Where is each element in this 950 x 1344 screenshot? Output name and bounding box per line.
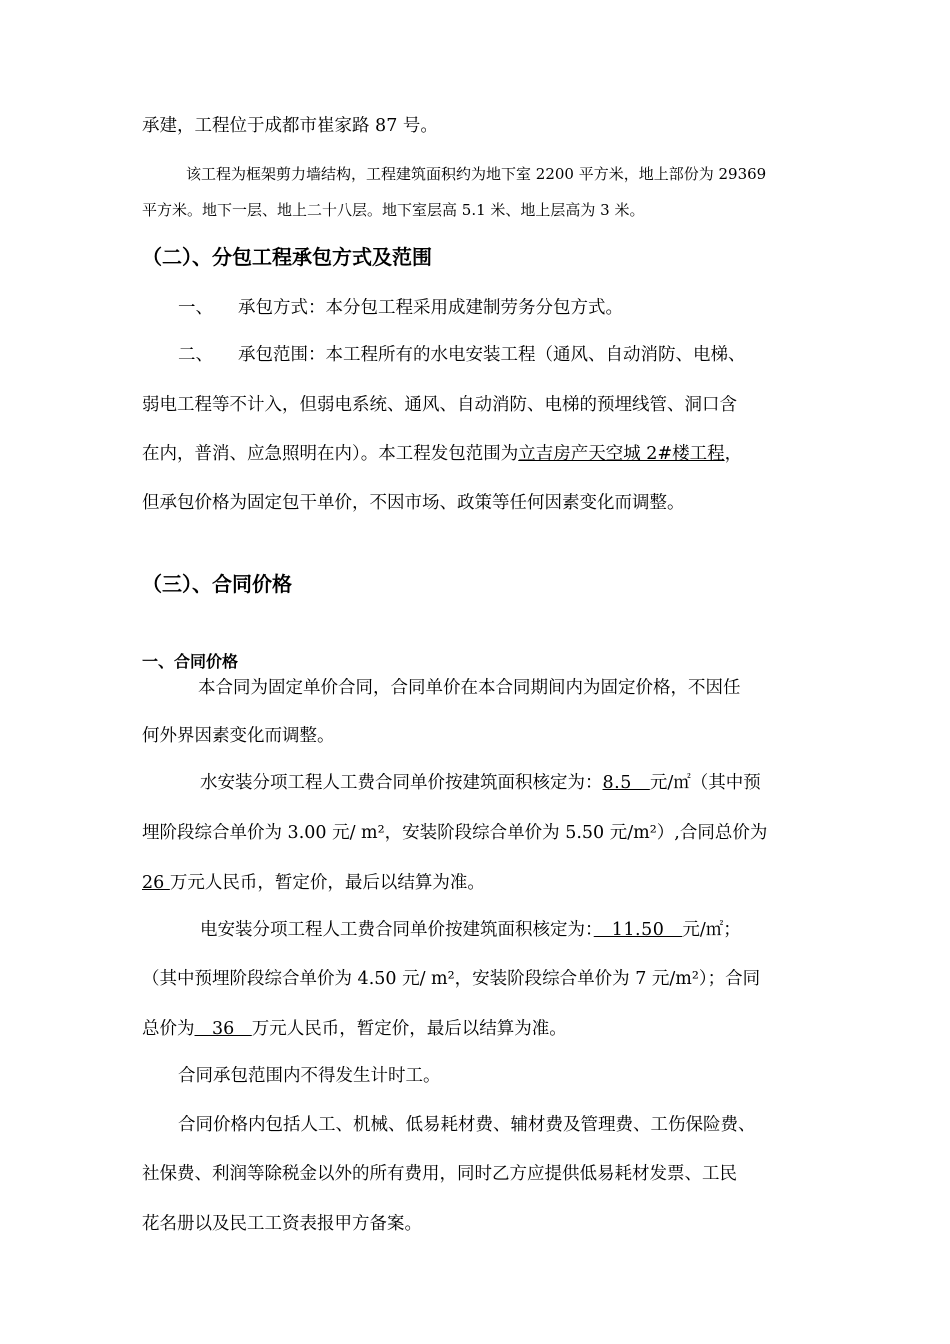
text-run: 电安装分项工程人工费合同单价按建筑面积核定为： xyxy=(200,920,594,940)
line-23: 社保费、利润等除税金以外的所有费用，同时乙方应提供低易耗材发票、工民 xyxy=(142,1164,737,1184)
text-run: 总价为 xyxy=(142,1019,195,1039)
text-run: 在内，普消、应急照明在内）。本工程发包范围为 xyxy=(142,444,519,464)
line-22: 合同价格内包括人工、机械、低易耗材费、辅材费及管理费、工伤保险费、 xyxy=(178,1115,756,1135)
line-17 xyxy=(142,871,485,895)
underlined-project-name: 立吉房产天空城 2#楼工程 xyxy=(518,444,725,464)
water-unit-price: 8.5 xyxy=(602,773,650,793)
subsection-heading: 一、合同价格 xyxy=(142,652,239,671)
line-24: 花名册以及民工工资表报甲方备案。 xyxy=(142,1214,422,1234)
text-run: 万元人民币，暂定价，最后以结算为准。 xyxy=(169,873,485,893)
line-19: （其中预埋阶段综合单价为 4.50 元/ m²，安装阶段综合单价为 7 元/m²）；合同 xyxy=(142,969,761,989)
line-21: 合同承包范围内不得发生计时工。 xyxy=(178,1066,441,1086)
line-3: 平方米。地下一层、地上二十八层。地下室层高 5.1 米、地上层高为 3 米。 xyxy=(142,201,645,219)
line-1: 承建，工程位于成都市崔家路 87 号。 xyxy=(142,116,438,136)
text-run: 万元人民币，暂定价，最后以结算为准。 xyxy=(251,1019,567,1039)
line-16: 埋阶段综合单价为 3.00 元/ m²，安装阶段综合单价为 5.50 元/m²）,合同总价为 xyxy=(142,823,768,843)
line-14: 何外界因素变化而调整。 xyxy=(142,726,335,746)
paragraph-item-1 xyxy=(178,296,623,320)
item-text: 承包范围：本工程所有的水电安装工程（通风、自动消防、电梯、 xyxy=(238,345,746,365)
line-18 xyxy=(200,918,741,942)
line-2: 该工程为框架剪力墙结构，工程建筑面积约为地下室 2200 平方米，地上部份为 29369 xyxy=(186,165,767,183)
text-run: 水安装分项工程人工费合同单价按建筑面积核定为： xyxy=(200,773,603,793)
line-10: 但承包价格为固定包干单价，不因市场、政策等任何因素变化而调整。 xyxy=(142,493,685,513)
electric-total-price: 36 xyxy=(194,1019,252,1039)
item-number: 二、 xyxy=(178,345,213,365)
line-8: 弱电工程等不计入，但弱电系统、通风、自动消防、电梯的预埋线管、洞口含 xyxy=(142,395,737,415)
item-text: 承包方式：本分包工程采用成建制劳务分包方式。 xyxy=(238,298,623,318)
text-run: 元/㎡； xyxy=(682,920,741,940)
line-15 xyxy=(200,771,761,795)
text-run: ， xyxy=(724,444,743,464)
line-13: 本合同为固定单价合同，合同单价在本合同期间内为固定价格，不因任 xyxy=(198,678,741,698)
text-run: 元/㎡（其中预 xyxy=(649,773,761,793)
section-heading-2: （二）、分包工程承包方式及范围 xyxy=(142,245,432,269)
section-heading-3: （三）、合同价格 xyxy=(142,572,292,596)
water-total-price: 26 xyxy=(142,873,170,893)
line-20 xyxy=(142,1017,567,1041)
electric-unit-price: 11.50 xyxy=(593,920,683,940)
item-number: 一、 xyxy=(178,298,213,318)
line-9 xyxy=(142,442,742,466)
paragraph-item-2 xyxy=(178,343,746,367)
